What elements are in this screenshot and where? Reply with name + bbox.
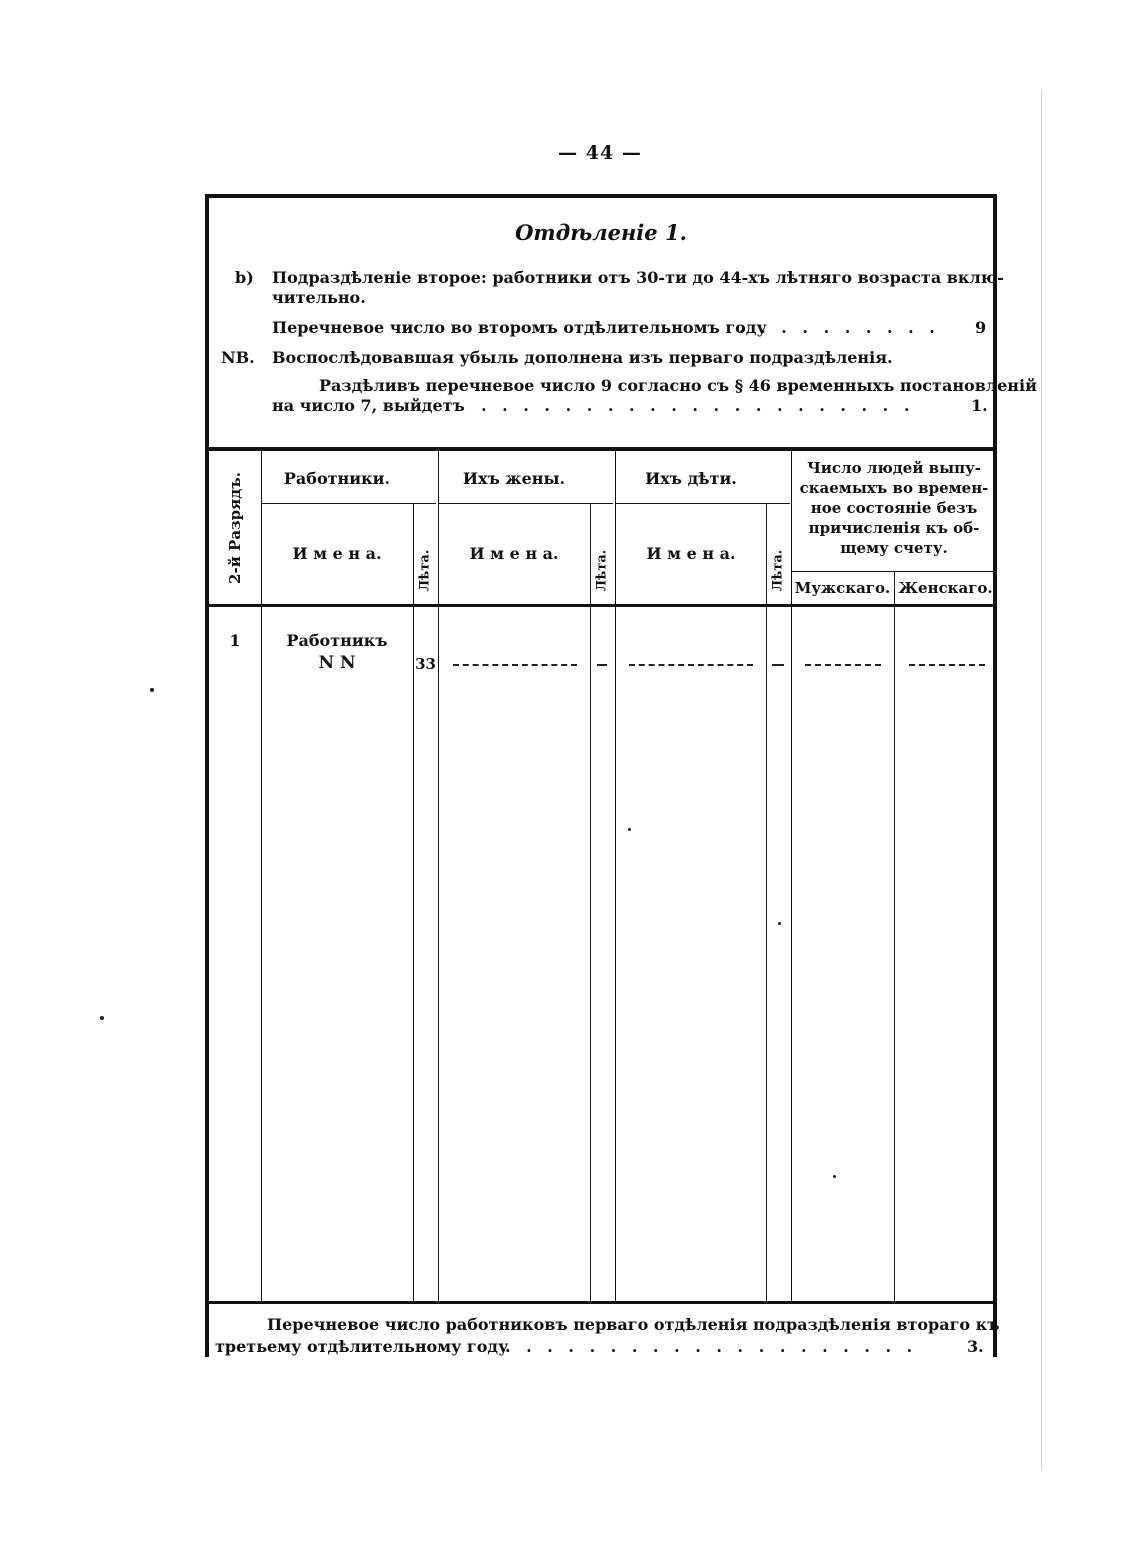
col-divider-worker-age — [413, 503, 414, 1303]
section-title: Отдѣленіе 1. — [515, 220, 687, 245]
col-divider-workers — [438, 451, 439, 1303]
rank-column-header: 2-й Разрядъ. — [226, 472, 244, 584]
wives-subheader-line — [438, 503, 613, 504]
division-line2: на число 7, выйдетъ — [272, 396, 465, 415]
workers-header: Работники. — [283, 469, 391, 488]
scan-edge-line — [1041, 90, 1042, 1470]
row-worker-name-line2: N N — [318, 653, 356, 673]
wives-names-label: И м е н а. — [469, 544, 559, 563]
item-b-marker: b) — [235, 268, 254, 287]
child-age-empty — [772, 664, 784, 666]
count-value: 9 — [975, 318, 987, 337]
row-worker-age: 33 — [415, 655, 436, 673]
footer-line2: третьему отдѣлительному году — [215, 1337, 509, 1356]
wives-years-label: Лѣта. — [594, 549, 610, 592]
division-line1: Раздѣливъ перечневое число 9 согласно съ § 46 временныхъ постановленій — [319, 376, 1037, 395]
scan-speck — [100, 1016, 104, 1020]
row-number: 1 — [229, 631, 241, 650]
wives-header: Ихъ жены. — [462, 469, 566, 488]
nb-marker: NB. — [221, 348, 255, 367]
col-divider-rank — [261, 451, 262, 1303]
section-header-box — [205, 194, 1037, 450]
workers-names-label: И м е н а. — [292, 544, 382, 563]
wife-name-empty — [453, 664, 577, 666]
released-header-line1: Число людей выпу- — [807, 459, 981, 477]
row-worker-name-line1: Работникъ — [286, 631, 388, 650]
scan-speck — [833, 1175, 836, 1178]
col-divider-wives — [615, 451, 616, 1303]
item-b-line2: чительно. — [272, 288, 366, 307]
register-table — [205, 447, 1000, 1357]
released-subheader-line — [791, 571, 997, 572]
count-dots: . . . . . . . . . . — [739, 318, 940, 337]
released-header-line4: причисленія къ об- — [808, 519, 980, 537]
page-number: — 44 — — [558, 142, 642, 164]
item-b-line1: Подраздѣленіе второе: работники отъ 30-ти до 44-хъ лѣтняго возраста вклю- — [272, 268, 1004, 287]
released-header-line5: щему счету. — [840, 539, 948, 557]
scan-speck — [778, 922, 781, 925]
division-dots: . . . . . . . . . . . . . . . . . . . . . — [481, 396, 915, 415]
table-bottom-rule — [209, 1301, 997, 1304]
male-header: Мужскаго. — [794, 579, 891, 597]
children-header: Ихъ дѣти. — [645, 469, 737, 488]
wife-age-empty — [597, 664, 607, 666]
child-name-empty — [629, 664, 753, 666]
division-value: 1. — [971, 396, 988, 415]
workers-subheader-line — [261, 503, 436, 504]
col-divider-wife-age — [590, 503, 591, 1303]
released-header-line3: ное состояніе безъ — [810, 499, 978, 517]
male-count-empty — [805, 664, 881, 666]
released-header-line2: скаемыхъ во времен- — [799, 479, 989, 497]
footer-line1: Перечневое число работниковъ перваго отдѣленія подраздѣленія втораго къ — [267, 1315, 1000, 1334]
col-divider-child-age — [766, 503, 767, 1303]
count-label: Перечневое число во второмъ отдѣлительномъ году — [272, 318, 767, 337]
header-bottom-rule — [209, 604, 997, 607]
scan-speck — [150, 688, 154, 692]
workers-years-label: Лѣта. — [417, 549, 433, 592]
female-count-empty — [909, 664, 985, 666]
female-header: Женскаго. — [898, 579, 993, 597]
children-years-label: Лѣта. — [770, 549, 786, 592]
children-subheader-line — [615, 503, 790, 504]
children-names-label: И м е н а. — [646, 544, 736, 563]
footer-dots: . . . . . . . . . . . . . . . . . . . . — [505, 1337, 918, 1356]
scan-speck — [628, 828, 631, 831]
footer-value: 3. — [967, 1337, 984, 1356]
nb-text: Воспослѣдовавшая убыль дополнена изъ перваго подраздѣленія. — [272, 348, 893, 367]
col-divider-male-female — [894, 571, 895, 1303]
